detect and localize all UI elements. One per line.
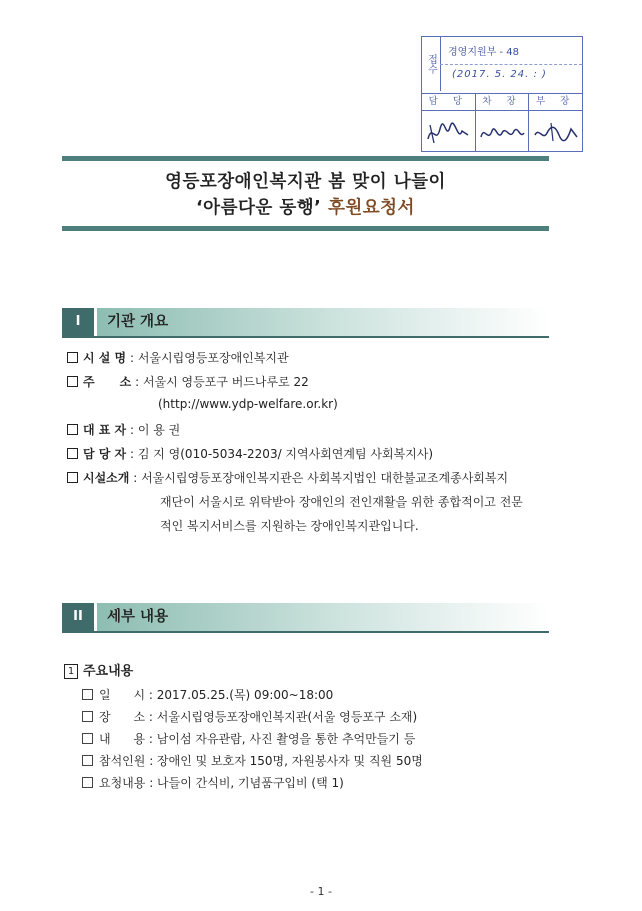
title-bottom-bar <box>62 226 549 231</box>
checkbox-icon <box>82 711 93 722</box>
stamp-header-manager: 부 장 <box>535 96 576 107</box>
info-row-website: (http://www.ydp-welfare.or.kr) <box>158 397 338 411</box>
title-quoted-name: ‘아름다운 동행’ <box>196 198 322 218</box>
title-doc-type: 후원요청서 <box>327 198 415 218</box>
checkbox-icon <box>82 777 93 788</box>
title-top-bar <box>62 156 549 161</box>
section-title: 세부 내용 <box>97 603 549 631</box>
info-row-address: 주 소 : 서울시 영등포구 버드나루로 22 <box>67 373 309 390</box>
checkbox-icon <box>67 424 78 435</box>
subsection-title: 주요내용 <box>83 664 134 679</box>
checkbox-icon <box>82 733 93 744</box>
subsection-main-content <box>64 660 133 679</box>
stamp-header-deputy: 차 장 <box>476 94 530 110</box>
section-number: I <box>62 308 94 336</box>
checkbox-icon <box>67 448 78 459</box>
checkbox-icon <box>82 755 93 766</box>
page-number: - 1 - <box>310 885 332 898</box>
info-row-facility: 시 설 명 : 서울시립영등포장애인복지관 <box>67 349 289 366</box>
title-line-2 <box>62 194 549 219</box>
checkbox-icon <box>67 352 78 363</box>
info-row-intro-cont-1: 재단이 서울시로 위탁받아 장애인의 전인재활을 위한 종합적이고 전문 <box>160 495 523 509</box>
checkbox-icon <box>67 376 78 387</box>
info-row-contact: 담 당 자 : 김 지 영(010-5034-2203/ 지역사회연계팀 사회복지사) <box>67 445 433 462</box>
stamp-date-line: (2017. 5. 24. : ) <box>452 69 547 80</box>
signature-manager <box>529 111 582 151</box>
detail-row-request: 요청내용 : 나들이 간식비, 기념품구입비 (택 1) <box>82 774 344 791</box>
section-title: 기관 개요 <box>97 308 549 336</box>
checkbox-icon <box>67 472 78 483</box>
info-row-representative: 대 표 자 : 이 용 권 <box>67 421 180 438</box>
section-number: II <box>62 603 94 631</box>
detail-row-attendees: 참석인원 : 장애인 및 보호자 150명, 자원봉사자 및 직원 50명 <box>82 752 423 769</box>
signature-deputy <box>476 111 530 151</box>
signature-staff <box>422 111 476 151</box>
info-row-intro: 시설소개 : 서울시립영등포장애인복지관은 사회복지법인 대한불교조계종사회복지 <box>67 469 508 486</box>
stamp-receive-label: 접수 <box>422 37 441 91</box>
section-header-details <box>62 603 549 633</box>
approval-stamp <box>421 36 583 152</box>
detail-row-datetime: 일 시 : 2017.05.25.(목) 09:00~18:00 <box>82 686 333 703</box>
detail-row-content: 내 용 : 남이섬 자유관람, 사진 촬영을 통한 추억만들기 등 <box>82 730 415 747</box>
stamp-dept-line: 경영지원부 - 48 <box>448 47 519 58</box>
title-line-1: 영등포장애인복지관 봄 맞이 나들이 <box>165 172 446 192</box>
checkbox-icon <box>82 689 93 700</box>
stamp-header-staff: 담 당 <box>422 94 476 110</box>
stamp-headers <box>422 93 582 111</box>
info-row-intro-cont-2: 적인 복지서비스를 지원하는 장애인복지관입니다. <box>160 519 419 533</box>
subsection-number: 1 <box>64 664 78 679</box>
detail-row-place: 장 소 : 서울시립영등포장애인복지관(서울 영등포구 소재) <box>82 708 417 725</box>
section-header-overview <box>62 308 549 338</box>
